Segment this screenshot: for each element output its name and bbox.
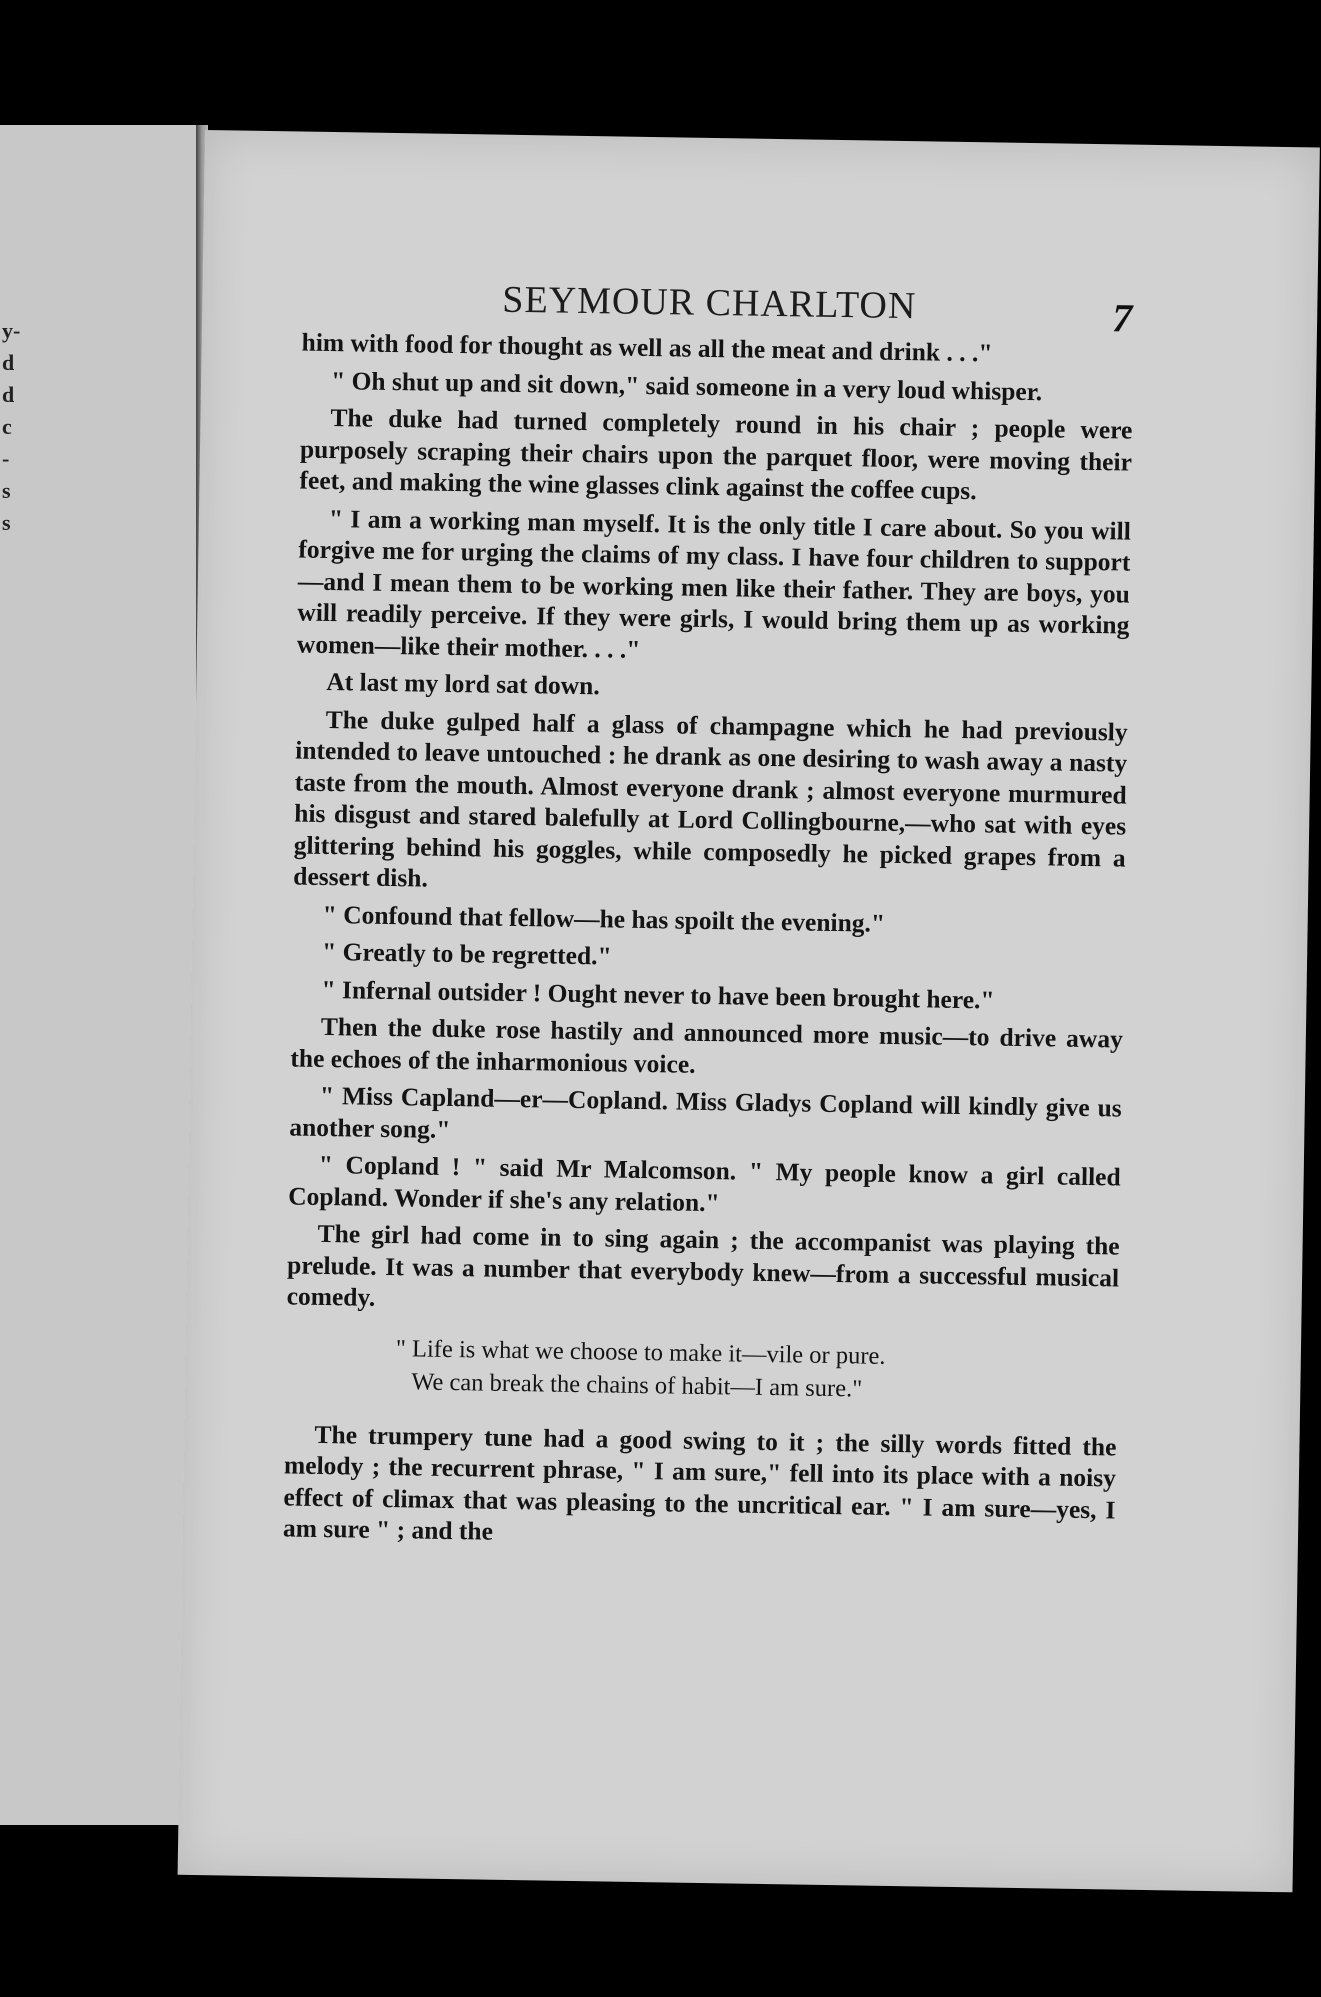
paragraph: The duke had turned completely round in his chair ; people were purposely scraping their chairs upon the parquet floor, were moving their feet, and making the wine glasses clink against the coffee cups. [299, 403, 1133, 506]
paragraph: The trumpery tune had a good swing to it ; the silly words fitted the melody ; the recurrent phrase, " I am sure," fell into its place with a noisy effect of climax that was pleasing to the uncritical ear. " I am sure—yes, I am sure " ; and the [282, 1419, 1117, 1546]
paragraph: " I am a working man myself. It is the only title I care about. So you will forgive me for urging the claims of my class. I have four children to support—and I mean them to be working men like their father. They are boys, you will readily perceive. If they were girls, I would bring them up as working women—like their mother. . . ." [296, 503, 1132, 664]
paragraph: " Copland ! " said Mr Malcomson. " My people know a girl called Copland. Wonder if she's any relation." [288, 1149, 1121, 1217]
edge-char: c [2, 414, 12, 439]
facing-page-edge [0, 125, 200, 1825]
paragraph: Then the duke rose hastily and announced more music—to drive away the echoes of the inharmonious voice. [290, 1011, 1124, 1079]
edge-char: d [2, 350, 15, 375]
edge-char: y- [2, 318, 21, 343]
verse-line: We can break the chains of habit—I am sure." [411, 1367, 863, 1402]
page-number: 7 [1111, 295, 1133, 341]
paragraph: At last my lord sat down. [326, 666, 600, 701]
paragraph: him with food for thought as well as all the meat and drink . . ." [301, 327, 993, 368]
paragraph: " Greatly to be regretted." [321, 936, 612, 971]
paragraph: The duke gulped half a glass of champagne which he had previously intended to leave untouched : he drank as one desiring to wash away a nasty taste from the mouth. Almost everyone drank ; almost everyone murmured his disgust and stared balefully at Lord Collingbourne,—who sat with eyes glittering behind his goggles, while composedly he picked grapes from a dessert dish. [293, 704, 1128, 893]
verse-line: " Life is what we choose to make it—vile or pure. [395, 1334, 886, 1370]
facing-page-cut-text [2, 315, 20, 539]
song-verse [285, 1330, 1118, 1409]
edge-char: s [2, 510, 11, 535]
paragraph: " Oh shut up and sit down," said someone in a very loud whisper. [330, 365, 1043, 406]
paragraph: " Infernal outsider ! Ought never to have been brought here." [321, 974, 995, 1015]
book-page [178, 130, 1320, 1892]
paragraph: The girl had come in to sing again ; the accompanist was playing the prelude. It was a number that everybody knew—from a successful musical comedy. [286, 1218, 1120, 1312]
edge-char: s [2, 478, 11, 503]
running-head: SEYMOUR CHARLTON [502, 278, 917, 328]
paragraph: " Confound that fellow—he has spoilt the evening." [322, 899, 886, 938]
paragraph: " Miss Capland—er—Copland. Miss Gladys Copland will kindly give us another song." [289, 1080, 1122, 1144]
edge-char: - [2, 446, 10, 471]
page-body [283, 327, 1134, 1563]
edge-char: d [2, 382, 15, 407]
